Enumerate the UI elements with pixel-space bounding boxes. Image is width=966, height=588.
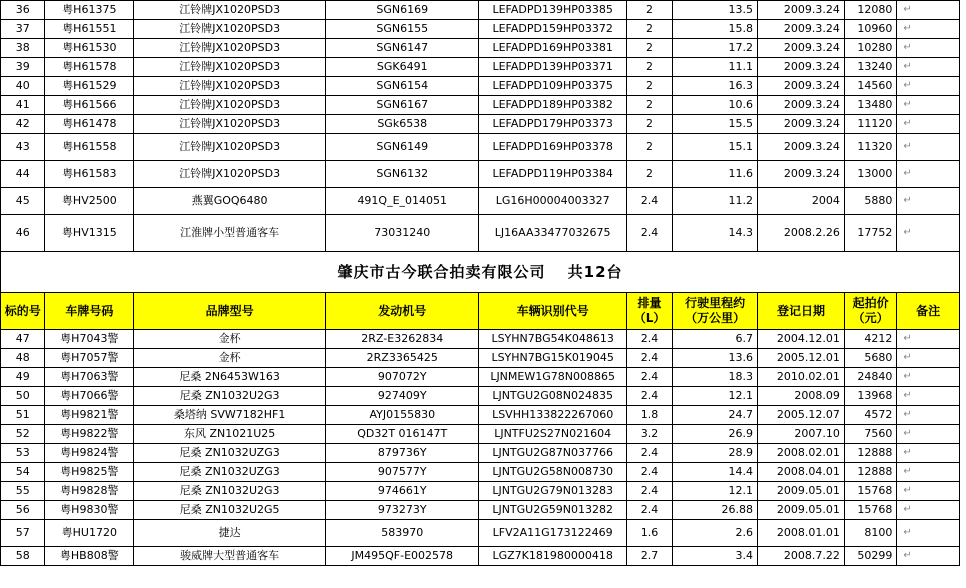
cell-engine: 2RZ-E3262834: [326, 330, 479, 349]
cell-vin: LEFADPD159HP03372: [479, 20, 626, 39]
cell-plate: 粤H9828警: [45, 482, 134, 501]
cell-engine: 973273Y: [326, 501, 479, 520]
cell-reg-date: 2004: [758, 188, 845, 215]
cell-model: 金杯: [134, 349, 326, 368]
cell-engine: JM495QF-E002578: [326, 547, 479, 566]
header-reg-date: 登记日期: [758, 293, 845, 330]
cell-model: 江淮牌小型普通客车: [134, 215, 326, 252]
cell-reg-date: 2008.09: [758, 387, 845, 406]
cell-no: 56: [1, 501, 45, 520]
cell-remark: ↵: [897, 20, 960, 39]
cell-model: 尼桑 ZN1032UZG3: [134, 444, 326, 463]
cell-vin: LG16H00004003327: [479, 188, 626, 215]
cell-plate: 粤H61583: [45, 161, 134, 188]
cell-no: 52: [1, 425, 45, 444]
cell-plate: 粤H61375: [45, 1, 134, 20]
cell-remark: ↵: [897, 425, 960, 444]
cell-plate: 粤H61530: [45, 39, 134, 58]
cell-mileage: 6.7: [673, 330, 758, 349]
cell-mileage: 17.2: [673, 39, 758, 58]
cell-no: 55: [1, 482, 45, 501]
cell-model: 骏威牌大型普通客车: [134, 547, 326, 566]
cell-plate: 粤H9822警: [45, 425, 134, 444]
table-header-section: [1, 293, 960, 330]
cell-displacement: 2: [626, 134, 672, 161]
section-title: 肇庆市古今联合拍卖有限公司 共12台: [1, 252, 960, 293]
cell-model: 桑塔纳 SVW7182HF1: [134, 406, 326, 425]
cell-engine: 583970: [326, 520, 479, 547]
cell-engine: SGN6132: [326, 161, 479, 188]
cell-plate: 粤H7043警: [45, 330, 134, 349]
cell-model: 江铃牌JX1020PSD3: [134, 20, 326, 39]
cell-remark: ↵: [897, 96, 960, 115]
cell-price: 15768: [844, 482, 896, 501]
cell-model: 江铃牌JX1020PSD3: [134, 58, 326, 77]
cell-vin: LSYHN7BG54K048613: [479, 330, 626, 349]
cell-reg-date: 2004.12.01: [758, 330, 845, 349]
cell-remark: ↵: [897, 58, 960, 77]
cell-displacement: 2.4: [626, 215, 672, 252]
cell-reg-date: 2008.02.01: [758, 444, 845, 463]
cell-vin: LEFADPD109HP03375: [479, 77, 626, 96]
cell-model: 东风 ZN1021U25: [134, 425, 326, 444]
cell-no: 47: [1, 330, 45, 349]
header-mileage: 行驶里程约（万公里）: [673, 293, 758, 330]
cell-engine: SGN6147: [326, 39, 479, 58]
cell-plate: 粤H61558: [45, 134, 134, 161]
table-row: [1, 501, 960, 520]
cell-mileage: 28.9: [673, 444, 758, 463]
cell-no: 36: [1, 1, 45, 20]
cell-plate: 粤H61578: [45, 58, 134, 77]
cell-model: 尼桑 ZN1032U2G3: [134, 482, 326, 501]
table-row: [1, 406, 960, 425]
header-vin: 车辆识别代号: [479, 293, 626, 330]
cell-model: 江铃牌JX1020PSD3: [134, 77, 326, 96]
cell-remark: ↵: [897, 463, 960, 482]
cell-price: 13240: [844, 58, 896, 77]
cell-vin: LEFADPD169HP03381: [479, 39, 626, 58]
cell-vin: LGZ7K181980000418: [479, 547, 626, 566]
cell-engine: 2RZ3365425: [326, 349, 479, 368]
cell-model: 江铃牌JX1020PSD3: [134, 134, 326, 161]
cell-displacement: 2.4: [626, 330, 672, 349]
cell-mileage: 12.1: [673, 482, 758, 501]
cell-no: 42: [1, 115, 45, 134]
cell-vin: LJ16AA33477032675: [479, 215, 626, 252]
cell-price: 5680: [844, 349, 896, 368]
cell-remark: ↵: [897, 1, 960, 20]
cell-remark: ↵: [897, 77, 960, 96]
cell-price: 15768: [844, 501, 896, 520]
header-displacement: 排量（L）: [626, 293, 672, 330]
table-row: [1, 39, 960, 58]
table-row: [1, 188, 960, 215]
cell-price: 13000: [844, 161, 896, 188]
table-row: [1, 368, 960, 387]
header-model: 品牌型号: [134, 293, 326, 330]
cell-engine: SGK6491: [326, 58, 479, 77]
cell-remark: ↵: [897, 501, 960, 520]
cell-plate: 粤H7066警: [45, 387, 134, 406]
cell-mileage: 11.1: [673, 58, 758, 77]
cell-reg-date: 2008.7.22: [758, 547, 845, 566]
table-row: [1, 547, 960, 566]
cell-remark: ↵: [897, 115, 960, 134]
cell-model: 尼桑 ZN1032UZG3: [134, 463, 326, 482]
cell-vin: LJNTGU2G08N024835: [479, 387, 626, 406]
cell-price: 8100: [844, 520, 896, 547]
cell-model: 金杯: [134, 330, 326, 349]
cell-vin: LJNTFU2S27N021604: [479, 425, 626, 444]
table-title-section: [1, 252, 960, 293]
cell-vin: LJNMEW1G78N008865: [479, 368, 626, 387]
table-row: [1, 482, 960, 501]
cell-vin: LJNTGU2G59N013282: [479, 501, 626, 520]
cell-mileage: 13.5: [673, 1, 758, 20]
cell-reg-date: 2005.12.07: [758, 406, 845, 425]
cell-plate: 粤H61478: [45, 115, 134, 134]
cell-reg-date: 2007.10: [758, 425, 845, 444]
cell-mileage: 15.1: [673, 134, 758, 161]
cell-displacement: 2.4: [626, 387, 672, 406]
cell-vin: LEFADPD119HP03384: [479, 161, 626, 188]
cell-no: 57: [1, 520, 45, 547]
cell-price: 7560: [844, 425, 896, 444]
cell-model: 尼桑 ZN1032U2G3: [134, 387, 326, 406]
cell-price: 24840: [844, 368, 896, 387]
cell-engine: 974661Y: [326, 482, 479, 501]
cell-plate: 粤H61551: [45, 20, 134, 39]
header-price: 起拍价（元）: [844, 293, 896, 330]
cell-remark: ↵: [897, 215, 960, 252]
cell-mileage: 12.1: [673, 387, 758, 406]
cell-displacement: 2.4: [626, 501, 672, 520]
header-engine: 发动机号: [326, 293, 479, 330]
cell-displacement: 2.4: [626, 349, 672, 368]
cell-vin: LEFADPD179HP03373: [479, 115, 626, 134]
cell-vin: LEFADPD139HP03385: [479, 1, 626, 20]
cell-plate: 粤H7057警: [45, 349, 134, 368]
cell-mileage: 14.3: [673, 215, 758, 252]
cell-price: 12080: [844, 1, 896, 20]
header-no: 标的号: [1, 293, 45, 330]
cell-no: 40: [1, 77, 45, 96]
cell-reg-date: 2008.04.01: [758, 463, 845, 482]
cell-remark: ↵: [897, 134, 960, 161]
cell-plate: 粤H7063警: [45, 368, 134, 387]
cell-engine: AYJ0155830: [326, 406, 479, 425]
cell-reg-date: 2009.3.24: [758, 161, 845, 188]
cell-remark: ↵: [897, 547, 960, 566]
table-row: [1, 115, 960, 134]
cell-price: 13968: [844, 387, 896, 406]
cell-displacement: 2: [626, 77, 672, 96]
cell-no: 41: [1, 96, 45, 115]
cell-reg-date: 2009.3.24: [758, 39, 845, 58]
cell-price: 11320: [844, 134, 896, 161]
cell-displacement: 2.4: [626, 444, 672, 463]
cell-engine: SGN6167: [326, 96, 479, 115]
table-row: [1, 215, 960, 252]
cell-price: 10280: [844, 39, 896, 58]
cell-no: 50: [1, 387, 45, 406]
cell-mileage: 13.6: [673, 349, 758, 368]
cell-engine: QD32T 016147T: [326, 425, 479, 444]
cell-no: 53: [1, 444, 45, 463]
cell-price: 4212: [844, 330, 896, 349]
cell-price: 12888: [844, 463, 896, 482]
cell-engine: SGk6538: [326, 115, 479, 134]
cell-model: 江铃牌JX1020PSD3: [134, 115, 326, 134]
cell-displacement: 2: [626, 39, 672, 58]
cell-vin: LJNTGU2G58N008730: [479, 463, 626, 482]
cell-displacement: 1.8: [626, 406, 672, 425]
cell-remark: ↵: [897, 330, 960, 349]
table-header-row: [1, 293, 960, 330]
cell-displacement: 2.7: [626, 547, 672, 566]
cell-remark: ↵: [897, 482, 960, 501]
cell-mileage: 15.8: [673, 20, 758, 39]
cell-displacement: 2: [626, 1, 672, 20]
cell-reg-date: 2009.3.24: [758, 134, 845, 161]
cell-displacement: 2.4: [626, 188, 672, 215]
cell-plate: 粤H61566: [45, 96, 134, 115]
header-plate: 车牌号码: [45, 293, 134, 330]
table-top-section: [1, 1, 960, 252]
cell-remark: ↵: [897, 520, 960, 547]
cell-model: 江铃牌JX1020PSD3: [134, 1, 326, 20]
cell-no: 39: [1, 58, 45, 77]
cell-plate: 粤HB808警: [45, 547, 134, 566]
table-row: [1, 161, 960, 188]
cell-displacement: 2: [626, 96, 672, 115]
cell-displacement: 1.6: [626, 520, 672, 547]
cell-no: 48: [1, 349, 45, 368]
cell-price: 10960: [844, 20, 896, 39]
cell-no: 58: [1, 547, 45, 566]
cell-remark: ↵: [897, 444, 960, 463]
cell-no: 44: [1, 161, 45, 188]
cell-mileage: 11.6: [673, 161, 758, 188]
cell-mileage: 16.3: [673, 77, 758, 96]
cell-price: 14560: [844, 77, 896, 96]
cell-price: 11120: [844, 115, 896, 134]
cell-model: 捷达: [134, 520, 326, 547]
cell-no: 45: [1, 188, 45, 215]
table-row: [1, 463, 960, 482]
cell-mileage: 26.9: [673, 425, 758, 444]
cell-engine: 907072Y: [326, 368, 479, 387]
cell-plate: 粤H9821警: [45, 406, 134, 425]
cell-mileage: 15.5: [673, 115, 758, 134]
cell-mileage: 26.88: [673, 501, 758, 520]
cell-remark: ↵: [897, 39, 960, 58]
cell-plate: 粤HV1315: [45, 215, 134, 252]
cell-reg-date: 2009.3.24: [758, 1, 845, 20]
cell-displacement: 2.4: [626, 463, 672, 482]
cell-no: 54: [1, 463, 45, 482]
cell-engine: 73031240: [326, 215, 479, 252]
table-row: [1, 349, 960, 368]
cell-vin: LEFADPD189HP03382: [479, 96, 626, 115]
cell-mileage: 18.3: [673, 368, 758, 387]
cell-mileage: 3.4: [673, 547, 758, 566]
cell-mileage: 14.4: [673, 463, 758, 482]
cell-model: 尼桑 2N6453W163: [134, 368, 326, 387]
cell-displacement: 2.4: [626, 368, 672, 387]
cell-engine: 879736Y: [326, 444, 479, 463]
table-row: [1, 77, 960, 96]
table-row: [1, 134, 960, 161]
cell-price: 50299: [844, 547, 896, 566]
cell-remark: ↵: [897, 349, 960, 368]
cell-remark: ↵: [897, 406, 960, 425]
cell-displacement: 2.4: [626, 482, 672, 501]
cell-price: 13480: [844, 96, 896, 115]
cell-model: 尼桑 ZN1032U2G5: [134, 501, 326, 520]
cell-displacement: 3.2: [626, 425, 672, 444]
cell-no: 37: [1, 20, 45, 39]
cell-plate: 粤H9825警: [45, 463, 134, 482]
cell-model: 江铃牌JX1020PSD3: [134, 161, 326, 188]
cell-engine: SGN6149: [326, 134, 479, 161]
cell-engine: 907577Y: [326, 463, 479, 482]
cell-no: 43: [1, 134, 45, 161]
cell-displacement: 2: [626, 115, 672, 134]
cell-mileage: 10.6: [673, 96, 758, 115]
cell-mileage: 11.2: [673, 188, 758, 215]
cell-vin: LSYHN7BG15K019045: [479, 349, 626, 368]
cell-no: 51: [1, 406, 45, 425]
table-row: [1, 58, 960, 77]
cell-engine: 927409Y: [326, 387, 479, 406]
cell-displacement: 2: [626, 20, 672, 39]
cell-reg-date: 2008.2.26: [758, 215, 845, 252]
cell-reg-date: 2009.3.24: [758, 20, 845, 39]
table-row: [1, 520, 960, 547]
cell-vin: LSVHH133822267060: [479, 406, 626, 425]
cell-model: 燕翼GOQ6480: [134, 188, 326, 215]
table-row: [1, 387, 960, 406]
cell-no: 49: [1, 368, 45, 387]
cell-vin: LJNTGU2G79N013283: [479, 482, 626, 501]
table-row: [1, 425, 960, 444]
cell-reg-date: 2009.05.01: [758, 482, 845, 501]
table-row: [1, 330, 960, 349]
cell-mileage: 2.6: [673, 520, 758, 547]
cell-plate: 粤HU1720: [45, 520, 134, 547]
cell-model: 江铃牌JX1020PSD3: [134, 39, 326, 58]
cell-reg-date: 2009.3.24: [758, 77, 845, 96]
cell-reg-date: 2010.02.01: [758, 368, 845, 387]
cell-plate: 粤H61529: [45, 77, 134, 96]
cell-reg-date: 2009.3.24: [758, 96, 845, 115]
cell-price: 12888: [844, 444, 896, 463]
cell-vin: LFV2A11G173122469: [479, 520, 626, 547]
cell-no: 38: [1, 39, 45, 58]
cell-mileage: 24.7: [673, 406, 758, 425]
cell-price: 5880: [844, 188, 896, 215]
table-row: [1, 444, 960, 463]
cell-vin: LEFADPD169HP03378: [479, 134, 626, 161]
cell-no: 46: [1, 215, 45, 252]
cell-reg-date: 2009.05.01: [758, 501, 845, 520]
table-row: [1, 20, 960, 39]
cell-price: 4572: [844, 406, 896, 425]
cell-vin: LEFADPD139HP03371: [479, 58, 626, 77]
table-row: [1, 96, 960, 115]
cell-engine: SGN6154: [326, 77, 479, 96]
cell-engine: SGN6169: [326, 1, 479, 20]
cell-engine: SGN6155: [326, 20, 479, 39]
header-remark: 备注: [897, 293, 960, 330]
cell-vin: LJNTGU2G87N037766: [479, 444, 626, 463]
table-row: [1, 1, 960, 20]
cell-plate: 粤HV2500: [45, 188, 134, 215]
cell-remark: ↵: [897, 387, 960, 406]
cell-reg-date: 2008.01.01: [758, 520, 845, 547]
cell-plate: 粤H9830警: [45, 501, 134, 520]
cell-reg-date: 2005.12.01: [758, 349, 845, 368]
cell-model: 江铃牌JX1020PSD3: [134, 96, 326, 115]
cell-price: 17752: [844, 215, 896, 252]
cell-plate: 粤H9824警: [45, 444, 134, 463]
cell-displacement: 2: [626, 58, 672, 77]
cell-displacement: 2: [626, 161, 672, 188]
cell-remark: ↵: [897, 188, 960, 215]
cell-remark: ↵: [897, 368, 960, 387]
cell-engine: 491Q_E_014051: [326, 188, 479, 215]
table-bottom-section: [1, 330, 960, 566]
cell-reg-date: 2009.3.24: [758, 58, 845, 77]
cell-remark: ↵: [897, 161, 960, 188]
cell-reg-date: 2009.3.24: [758, 115, 845, 134]
